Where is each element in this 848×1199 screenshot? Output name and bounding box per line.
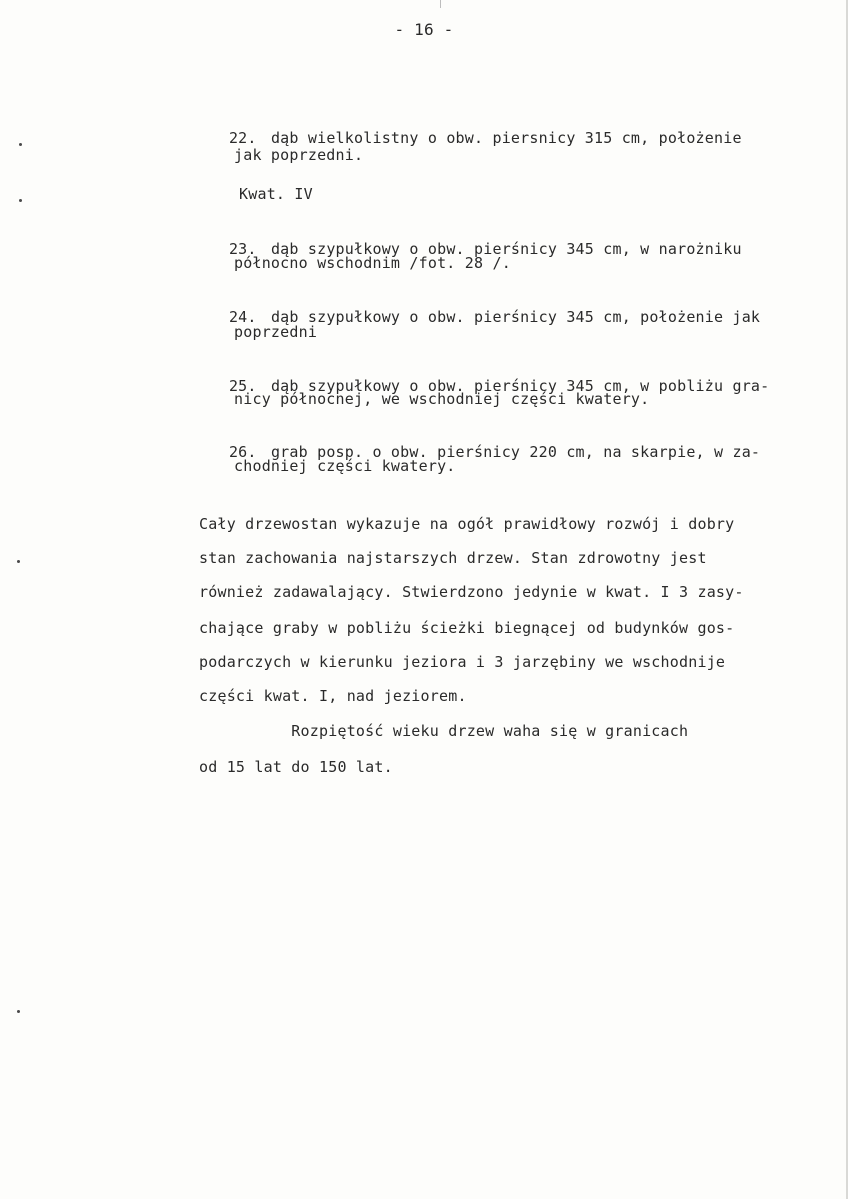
item-number: 23. xyxy=(228,240,257,258)
section-heading-kwat-iv: Kwat. IV xyxy=(239,185,313,203)
item-text: dąb wielkolistny o obw. piersnicy 315 cm, położenie xyxy=(270,129,742,147)
paragraph-1-line-1: Cały drzewostan wykazuje na ogół prawidłowy rozwój i dobry xyxy=(199,515,735,533)
paragraph-1-line-5: podarczych w kierunku jeziora i 3 jarzębiny we wschodnije xyxy=(199,653,726,671)
item-number: 22. xyxy=(228,129,257,147)
item-text: dąb szypułkowy o obw. pierśnicy 345 cm, w pobliżu gra- xyxy=(270,377,770,395)
list-item-24-line-2: poprzedni xyxy=(234,323,318,341)
list-item-25-line-2: nicy północnej, we wschodniej części kwatery. xyxy=(234,390,650,408)
margin-mark xyxy=(17,1010,20,1013)
item-text: grab posp. o obw. pierśnicy 220 cm, na skarpie, w za- xyxy=(270,443,761,461)
paragraph-1-line-2: stan zachowania najstarszych drzew. Stan zdrowotny jest xyxy=(199,549,707,567)
item-number: 25. xyxy=(228,377,257,395)
margin-mark xyxy=(17,560,20,563)
item-number: 24. xyxy=(228,308,257,326)
page-number: - 16 - xyxy=(394,20,454,39)
margin-mark xyxy=(19,143,22,146)
item-text: dąb szypułkowy o obw. pierśnicy 345 cm, w narożniku xyxy=(270,240,742,258)
margin-mark xyxy=(19,199,22,202)
list-item-22-line-2: jak poprzedni. xyxy=(234,146,364,164)
paragraph-2-line-1: Rozpiętość wieku drzew waha się w granicach xyxy=(199,722,689,740)
list-item-23-line-2: północno wschodnim /fot. 28 /. xyxy=(234,254,511,272)
list-item-26-line-2: chodniej części kwatery. xyxy=(234,457,456,475)
paragraph-1-line-4: chające graby w pobliżu ścieżki biegnącej od budynków gos- xyxy=(199,619,735,637)
item-text: dąb szypułkowy o obw. pierśnicy 345 cm, położenie jak xyxy=(270,308,761,326)
item-number: 26. xyxy=(228,443,257,461)
paragraph-2-line-2: od 15 lat do 150 lat. xyxy=(199,758,393,776)
page-edge-mark xyxy=(440,0,441,8)
paragraph-1-line-6: części kwat. I, nad jeziorem. xyxy=(199,687,467,705)
paragraph-1-line-3: również zadawalający. Stwierdzono jedynie w kwat. I 3 zasy- xyxy=(199,583,744,601)
